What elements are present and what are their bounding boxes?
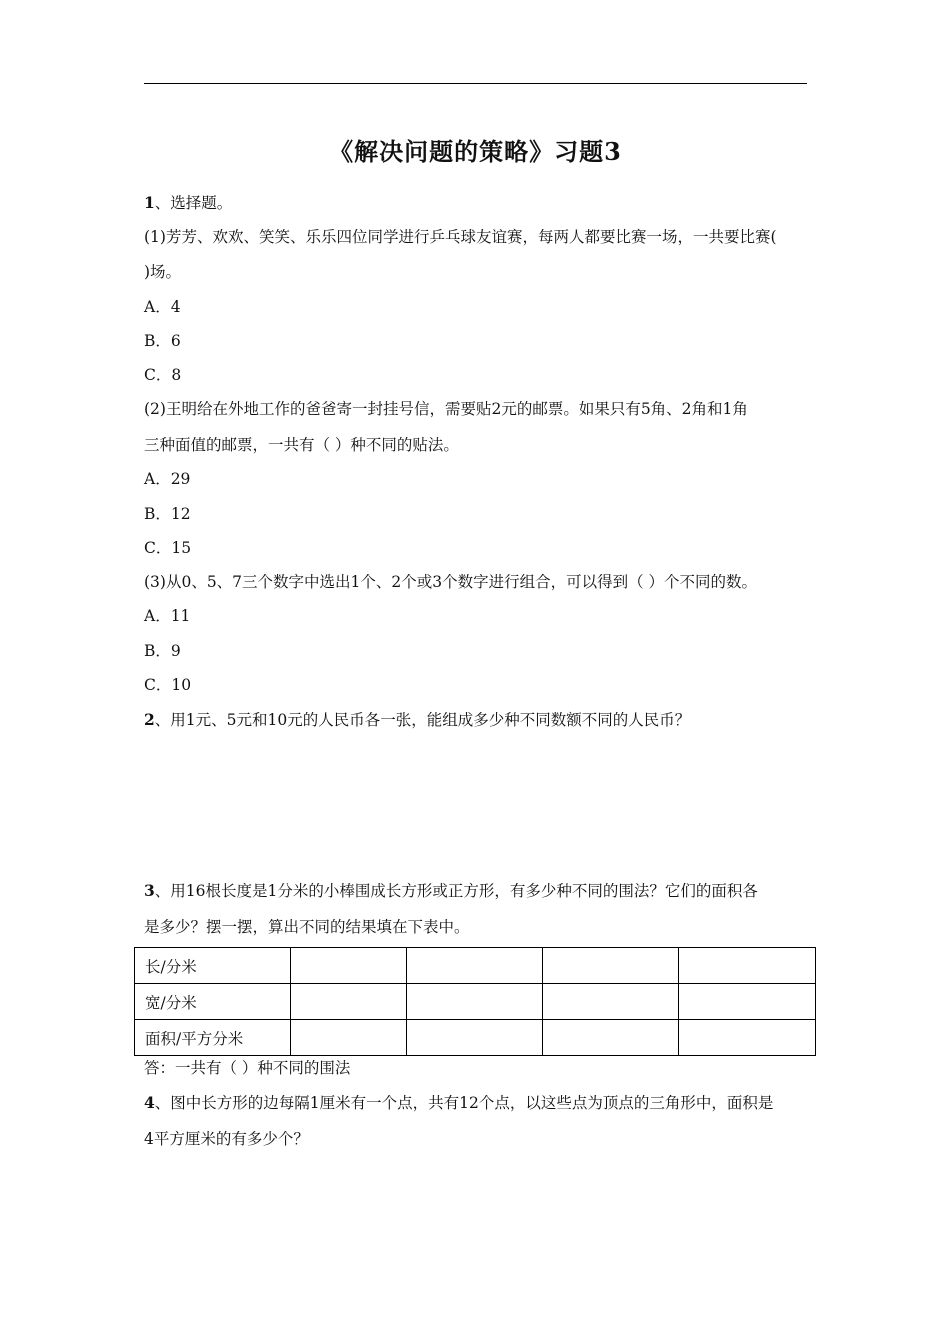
q1-p1-option-c: C．8	[144, 366, 182, 384]
q1-p1-option-b: B．6	[144, 332, 181, 350]
q2-number: 2	[144, 710, 155, 729]
table-cell[interactable]	[407, 948, 543, 984]
answer-table	[134, 947, 816, 1056]
table-row-length	[135, 948, 816, 984]
q1-p2-option-c: C．15	[144, 539, 192, 557]
q3-line2: 是多少？摆一摆，算出不同的结果填在下表中。	[144, 918, 470, 936]
table-row-area	[135, 1020, 816, 1056]
table-cell[interactable]	[679, 948, 816, 984]
row-label-area: 面积/平方分米	[135, 1020, 291, 1056]
q1-p2-option-b: B．12	[144, 505, 191, 523]
table-row-width	[135, 984, 816, 1020]
table-cell[interactable]	[291, 1020, 407, 1056]
q4-body: 、图中长方形的边每隔1厘米有一个点，共有12个点，以这些点为顶点的三角形中，面积是	[154, 1094, 774, 1112]
q1-p2-line2: 三种面值的邮票，一共有（ ）种不同的贴法。	[144, 436, 459, 454]
q1-p3-option-a: A．11	[144, 607, 191, 625]
q1-p3-line1: (3)从0、5、7三个数字中选出1个、2个或3个数字进行组合，可以得到（ ）个不同的数。	[144, 573, 758, 591]
row-label-width: 宽/分米	[135, 984, 291, 1020]
q4-line2: 4平方厘米的有多少个？	[144, 1130, 309, 1148]
header-rule	[144, 83, 807, 84]
q1-p1-option-a: A．4	[144, 298, 181, 316]
q1-label: 、选择题。	[154, 194, 233, 212]
q3-answer: 答：一共有（ ）种不同的围法	[144, 1059, 351, 1077]
q1-p2-option-a: A．29	[144, 470, 191, 488]
table-cell[interactable]	[291, 984, 407, 1020]
q3-body: 、用16根长度是1分米的小棒围成长方形或正方形，有多少种不同的围法？它们的面积各	[154, 882, 758, 900]
table-cell[interactable]	[543, 984, 679, 1020]
q1-p2-line1: (2)王明给在外地工作的爸爸寄一封挂号信，需要贴2元的邮票。如果只有5角、2角和1角	[144, 400, 748, 418]
table-cell[interactable]	[543, 948, 679, 984]
table-cell[interactable]	[291, 948, 407, 984]
q3-number: 3	[144, 881, 155, 900]
table-cell[interactable]	[679, 1020, 816, 1056]
page-title: 《解决问题的策略》习题3	[329, 137, 622, 166]
q2-text	[144, 708, 690, 730]
q1-p3-option-c: C．10	[144, 676, 192, 694]
q1-p1-line1: (1)芳芳、欢欢、笑笑、乐乐四位同学进行乒乓球友谊赛，每两人都要比赛一场，一共要比赛(	[144, 228, 777, 246]
q4-number: 4	[144, 1093, 155, 1112]
q1-p1-line2: )场。	[144, 263, 182, 281]
q1-number: 1	[144, 193, 155, 212]
q2-body: 、用1元、5元和10元的人民币各一张，能组成多少种不同数额不同的人民币？	[154, 711, 691, 729]
q3-line1	[144, 879, 758, 901]
table-cell[interactable]	[407, 1020, 543, 1056]
row-label-length: 长/分米	[135, 948, 291, 984]
q1-p3-option-b: B．9	[144, 642, 181, 660]
table-cell[interactable]	[543, 1020, 679, 1056]
q4-line1	[144, 1091, 773, 1113]
table-cell[interactable]	[407, 984, 543, 1020]
table-cell[interactable]	[679, 984, 816, 1020]
q1-heading	[144, 191, 232, 213]
